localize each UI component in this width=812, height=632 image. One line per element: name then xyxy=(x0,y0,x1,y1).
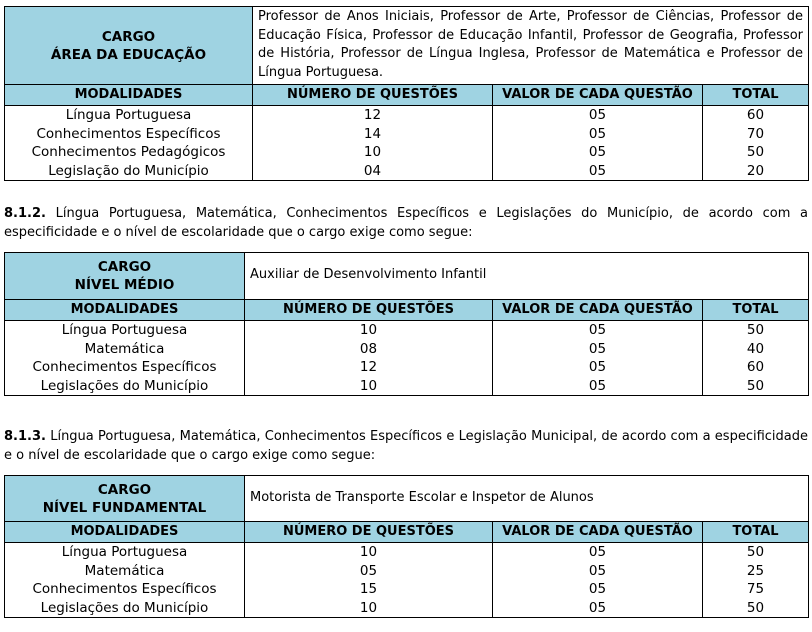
cargo-heading xyxy=(5,253,245,300)
section-text: Língua Portuguesa, Matemática, Conhecimentos Específicos e Legislações do Município, de acordo com a especificidade e o nível de escolaridade que o cargo exige como segue: xyxy=(4,206,808,240)
header-total: TOTAL xyxy=(703,85,809,106)
header-total: TOTAL xyxy=(703,300,809,321)
cargo-level: ÁREA DA EDUCAÇÃO xyxy=(50,46,207,63)
cargo-heading xyxy=(5,7,253,85)
numero-questoes: 10 xyxy=(359,322,378,338)
total-value: 70 xyxy=(746,125,765,142)
cargo-table-educacao xyxy=(4,6,809,181)
valor-questao: 05 xyxy=(588,599,607,616)
modalidade: Legislação do Município xyxy=(48,162,209,179)
modalidade: Matemática xyxy=(84,562,165,579)
valor-questao: 05 xyxy=(588,322,607,338)
header-numero-questoes: NÚMERO DE QUESTÕES xyxy=(245,522,493,543)
modalidade: Legislações do Município xyxy=(40,599,209,616)
valor-questao: 05 xyxy=(588,581,607,597)
data-row xyxy=(5,321,809,396)
numero-questoes: 10 xyxy=(359,544,378,560)
modalidades-cell xyxy=(5,321,245,396)
data-row xyxy=(5,543,809,618)
valor-questao: 05 xyxy=(588,359,607,375)
numero-questoes: 10 xyxy=(359,377,378,394)
valor-questao: 05 xyxy=(588,107,607,123)
valor-questao: 05 xyxy=(588,562,607,579)
total-value: 50 xyxy=(746,599,765,616)
valores-cell xyxy=(493,543,703,618)
valor-questao: 05 xyxy=(588,544,607,560)
total-value: 60 xyxy=(746,359,765,375)
section-paragraph-8-1-2 xyxy=(4,205,808,242)
modalidade: Língua Portuguesa xyxy=(61,322,188,338)
total-value: 75 xyxy=(746,581,765,597)
header-numero-questoes: NÚMERO DE QUESTÕES xyxy=(245,300,493,321)
numero-questoes: 10 xyxy=(363,144,382,160)
modalidade: Língua Portuguesa xyxy=(61,544,188,560)
totais-cell xyxy=(703,543,809,618)
cargo-label: CARGO xyxy=(97,259,152,275)
modalidades-cell xyxy=(5,106,253,181)
valor-questao: 05 xyxy=(588,377,607,394)
valores-cell xyxy=(493,321,703,396)
questoes-cell xyxy=(253,106,493,181)
header-row xyxy=(5,85,809,106)
total-value: 20 xyxy=(746,162,765,179)
header-modalidades: MODALIDADES xyxy=(5,85,253,106)
header-row xyxy=(5,300,809,321)
totais-cell xyxy=(703,106,809,181)
valores-cell xyxy=(493,106,703,181)
header-valor-questao: VALOR DE CADA QUESTÃO xyxy=(493,85,703,106)
total-value: 50 xyxy=(746,544,765,560)
header-row xyxy=(5,522,809,543)
numero-questoes: 05 xyxy=(359,562,378,579)
modalidade: Conhecimentos Pedagógicos xyxy=(31,144,226,160)
numero-questoes: 12 xyxy=(359,359,378,375)
numero-questoes: 08 xyxy=(359,340,378,357)
cargo-description: Motorista de Transporte Escolar e Inspetor de Alunos xyxy=(245,476,809,522)
cargo-level: NÍVEL MÉDIO xyxy=(74,277,175,293)
header-modalidades: MODALIDADES xyxy=(5,522,245,543)
total-value: 25 xyxy=(746,562,765,579)
numero-questoes: 14 xyxy=(363,125,382,142)
modalidade: Legislações do Município xyxy=(40,377,209,394)
cargo-label: CARGO xyxy=(101,28,156,45)
section-number: 8.1.3. xyxy=(4,429,46,444)
section-paragraph-8-1-3 xyxy=(4,428,808,465)
header-modalidades: MODALIDADES xyxy=(5,300,245,321)
cargo-table-nivel-medio xyxy=(4,252,809,396)
total-value: 60 xyxy=(746,107,765,123)
modalidades-cell xyxy=(5,543,245,618)
modalidade: Conhecimentos Específicos xyxy=(32,581,217,597)
modalidade: Conhecimentos Específicos xyxy=(36,125,221,142)
modalidade: Matemática xyxy=(84,340,165,357)
numero-questoes: 15 xyxy=(359,581,378,597)
section-number: 8.1.2. xyxy=(4,206,46,221)
modalidade: Conhecimentos Específicos xyxy=(32,359,217,375)
cargo-level: NÍVEL FUNDAMENTAL xyxy=(42,499,207,516)
cargo-heading xyxy=(5,476,245,522)
header-valor-questao: VALOR DE CADA QUESTÃO xyxy=(493,522,703,543)
valor-questao: 05 xyxy=(588,162,607,179)
modalidade: Língua Portuguesa xyxy=(65,107,192,123)
numero-questoes: 04 xyxy=(363,162,382,179)
numero-questoes: 12 xyxy=(363,107,382,123)
questoes-cell xyxy=(245,321,493,396)
valor-questao: 05 xyxy=(588,340,607,357)
header-numero-questoes: NÚMERO DE QUESTÕES xyxy=(253,85,493,106)
section-text: Língua Portuguesa, Matemática, Conhecimentos Específicos e Legislação Municipal, de acordo com a especificidade e o nível de escolaridade que o cargo exige como segue: xyxy=(4,429,808,463)
valor-questao: 05 xyxy=(588,125,607,142)
cargo-description: Professor de Anos Iniciais, Professor de Arte, Professor de Ciências, Professor de Educação Física, Professor de Educação Infantil, Professor de Geografia, Professor de História, Professor de Língua Inglesa, Professor de Matemática e Professor de Língua Portuguesa. xyxy=(253,7,809,85)
totais-cell xyxy=(703,321,809,396)
numero-questoes: 10 xyxy=(359,599,378,616)
questoes-cell xyxy=(245,543,493,618)
header-total: TOTAL xyxy=(703,522,809,543)
total-value: 50 xyxy=(746,322,765,338)
valor-questao: 05 xyxy=(588,144,607,160)
total-value: 50 xyxy=(746,144,765,160)
header-valor-questao: VALOR DE CADA QUESTÃO xyxy=(493,300,703,321)
cargo-table-nivel-fundamental xyxy=(4,475,809,618)
data-row xyxy=(5,106,809,181)
cargo-label: CARGO xyxy=(97,481,152,498)
cargo-description: Auxiliar de Desenvolvimento Infantil xyxy=(245,253,809,300)
total-value: 40 xyxy=(746,340,765,357)
total-value: 50 xyxy=(746,377,765,394)
